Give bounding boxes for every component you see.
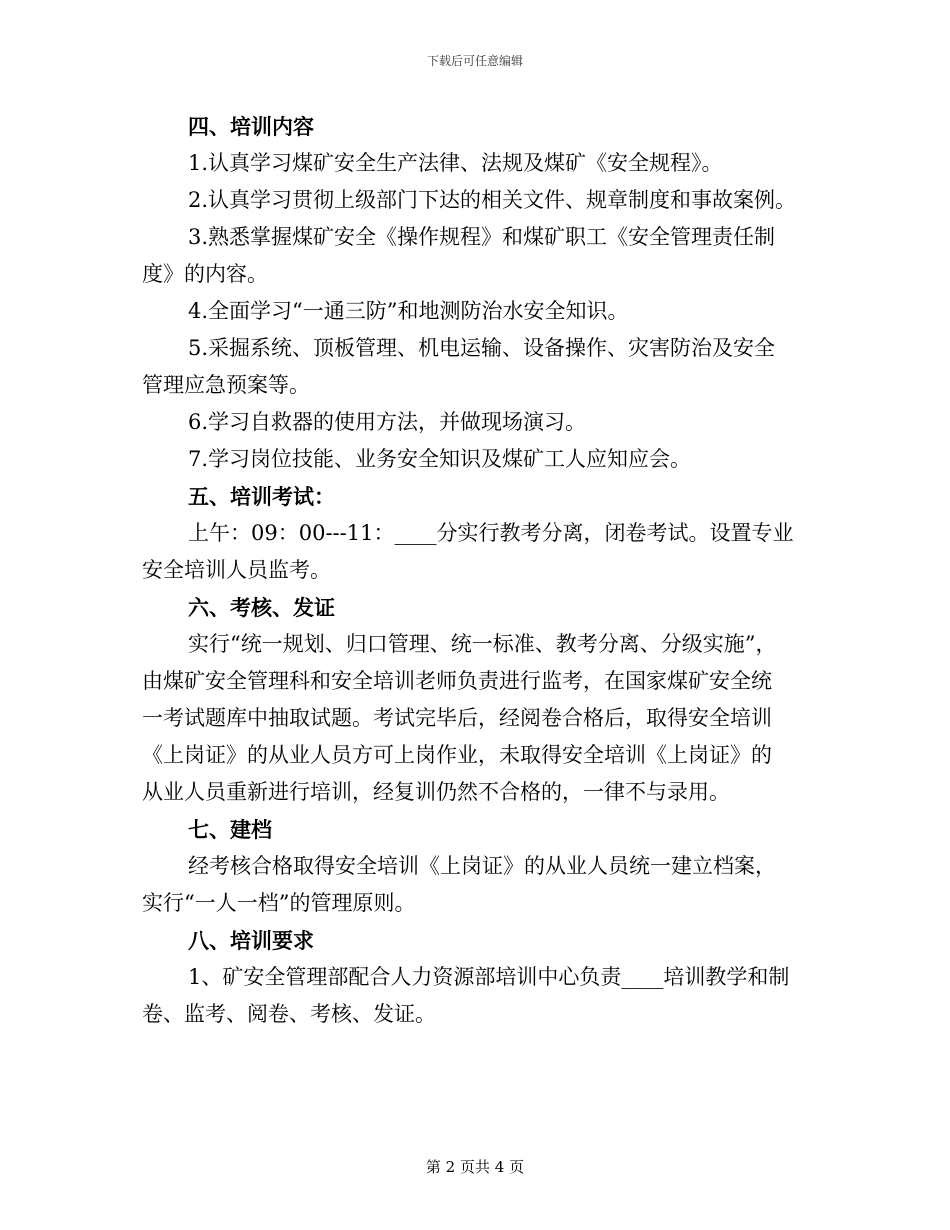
section-heading-training-content: 四、培训内容 xyxy=(188,114,314,139)
paragraph-line: 管理应急预案等。 xyxy=(142,373,310,397)
page-indicator: 第 2 页共 4 页 xyxy=(425,1158,525,1176)
paragraph-line: 7.学习岗位技能、业务安全知识及煤矿工人应知应会。 xyxy=(188,447,692,471)
paragraph-line: 1、矿安全管理部配合人力资源部培训中心负责____培训教学和制 xyxy=(188,965,790,989)
paragraph-line: 上午：09：00---11：____分实行教考分离，闭卷考试。设置专业 xyxy=(188,521,794,545)
paragraph-line: 《上岗证》的从业人员方可上岗作业，未取得安全培训《上岗证》的 xyxy=(142,743,772,767)
section-heading-training-requirements: 八、培训要求 xyxy=(188,928,314,953)
paragraph-line: 3.熟悉掌握煤矿安全《操作规程》和煤矿职工《安全管理责任制 xyxy=(188,225,776,249)
paragraph-line: 6.学习自救器的使用方法，并做现场演习。 xyxy=(188,410,587,434)
paragraph-line: 实行“一人一档”的管理原则。 xyxy=(142,891,416,915)
section-heading-training-exam: 五、培训考试： xyxy=(188,484,335,509)
header-note: 下载后可任意编辑 xyxy=(426,54,523,68)
paragraph-line: 一考试题库中抽取试题。考试完毕后，经阅卷合格后，取得安全培训 xyxy=(142,706,772,730)
paragraph-line: 经考核合格取得安全培训《上岗证》的从业人员统一建立档案， xyxy=(188,854,776,878)
paragraph-line: 1.认真学习煤矿安全生产法律、法规及煤矿《安全规程》。 xyxy=(188,151,723,175)
paragraph-line: 度》的内容。 xyxy=(142,262,268,286)
paragraph-line: 2.认真学习贯彻上级部门下达的相关文件、规章制度和事故案例。 xyxy=(188,188,797,212)
section-heading-archiving: 七、建档 xyxy=(188,817,272,842)
paragraph-line: 5.采掘系统、顶板管理、机电运输、设备操作、灾害防治及安全 xyxy=(188,336,776,360)
paragraph-line: 从业人员重新进行培训，经复训仍然不合格的，一律不与录用。 xyxy=(142,780,730,804)
document-body xyxy=(142,108,814,1033)
paragraph-line: 实行“统一规划、归口管理、统一标准、教考分离、分级实施”， xyxy=(188,632,777,656)
paragraph-line: 卷、监考、阅卷、考核、发证。 xyxy=(142,1002,436,1026)
paragraph-line: 安全培训人员监考。 xyxy=(142,558,331,582)
paragraph-line: 4.全面学习“一通三防”和地测防治水安全知识。 xyxy=(188,299,629,323)
paragraph-line: 由煤矿安全管理科和安全培训老师负责进行监考，在国家煤矿安全统 xyxy=(142,669,772,693)
section-heading-assessment: 六、考核、发证 xyxy=(188,595,335,620)
